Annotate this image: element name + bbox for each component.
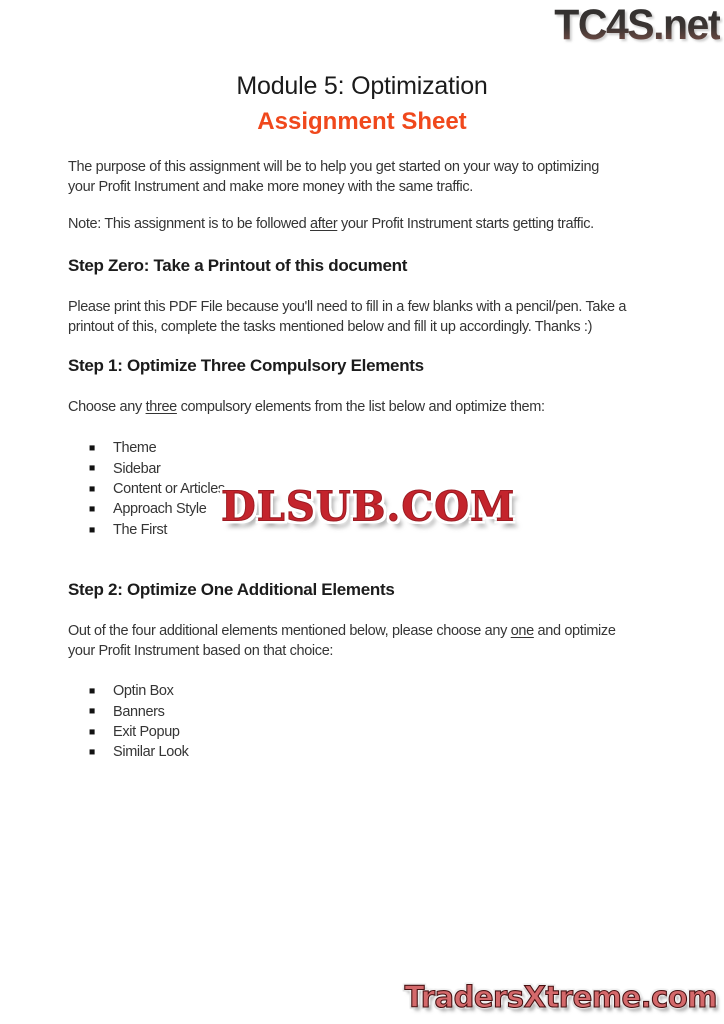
step-two-underlined-word: one <box>510 623 534 639</box>
list-item-label: Theme <box>113 440 157 457</box>
square-bullet-icon: ■ <box>89 705 95 718</box>
intro-paragraph <box>68 158 599 198</box>
list-item <box>89 520 225 540</box>
step-two-text: Out of the four additional elements mentioned below, please choose any <box>68 623 511 639</box>
list-item <box>89 742 189 762</box>
tradersxtreme-watermark: TradersXtreme.com <box>404 980 717 1014</box>
square-bullet-icon: ■ <box>89 523 95 536</box>
note-underlined-word: after <box>310 216 338 232</box>
step-zero-paragraph <box>68 298 626 338</box>
step-one-text: compulsory elements from the list below and optimize them: <box>176 399 545 415</box>
list-item-label: Optin Box <box>113 683 174 700</box>
page-subtitle: Assignment Sheet <box>257 108 467 135</box>
list-item-label: Exit Popup <box>113 723 180 740</box>
step-two-heading: Step 2: Optimize One Additional Elements <box>68 580 395 599</box>
step-zero-line: printout of this, complete the tasks mentioned below and fill it up accordingly. Thanks :) <box>68 318 593 335</box>
tc4s-site-logo: TC4S.net <box>554 1 720 49</box>
step-one-text: Choose any <box>68 399 146 415</box>
intro-line: your Profit Instrument and make more money with the same traffic. <box>68 178 473 195</box>
additional-elements-list <box>89 681 189 763</box>
intro-line: The purpose of this assignment will be to help you get started on your way to optimizing <box>68 159 599 175</box>
list-item <box>89 438 225 458</box>
square-bullet-icon: ■ <box>89 746 95 759</box>
square-bullet-icon: ■ <box>89 462 95 475</box>
dlsub-watermark: DLSUB.COM <box>221 482 516 531</box>
step-one-heading: Step 1: Optimize Three Compulsory Elements <box>68 356 424 375</box>
page-title: Module 5: Optimization <box>236 72 488 100</box>
step-zero-line: Please print this PDF File because you'll need to fill in a few blanks with a pencil/pen. Take a <box>68 299 627 315</box>
list-item <box>89 499 225 519</box>
square-bullet-icon: ■ <box>89 441 95 454</box>
step-one-paragraph <box>68 398 545 418</box>
list-item <box>89 479 225 499</box>
note-paragraph <box>68 215 594 235</box>
step-zero-heading: Step Zero: Take a Printout of this document <box>68 256 408 275</box>
list-item <box>89 681 189 701</box>
square-bullet-icon: ■ <box>89 684 95 697</box>
compulsory-elements-list <box>89 438 225 540</box>
list-item-label: Banners <box>113 703 165 720</box>
list-item <box>89 458 225 478</box>
list-item-label: Content or Articles <box>113 480 225 497</box>
list-item <box>89 701 189 721</box>
square-bullet-icon: ■ <box>89 725 95 738</box>
list-item <box>89 722 189 742</box>
step-two-line: your Profit Instrument based on that choice: <box>68 642 334 659</box>
note-text: your Profit Instrument starts getting traffic. <box>337 216 594 232</box>
list-item-label: Sidebar <box>113 460 161 477</box>
list-item-label: Similar Look <box>113 744 189 761</box>
square-bullet-icon: ■ <box>89 503 95 516</box>
step-two-paragraph <box>68 622 616 662</box>
note-text: Note: This assignment is to be followed <box>68 216 311 232</box>
step-two-text: and optimize <box>533 623 616 639</box>
square-bullet-icon: ■ <box>89 482 95 495</box>
step-one-underlined-word: three <box>145 399 177 415</box>
list-item-label: Approach Style <box>113 501 207 518</box>
list-item-label: The First <box>113 521 168 538</box>
